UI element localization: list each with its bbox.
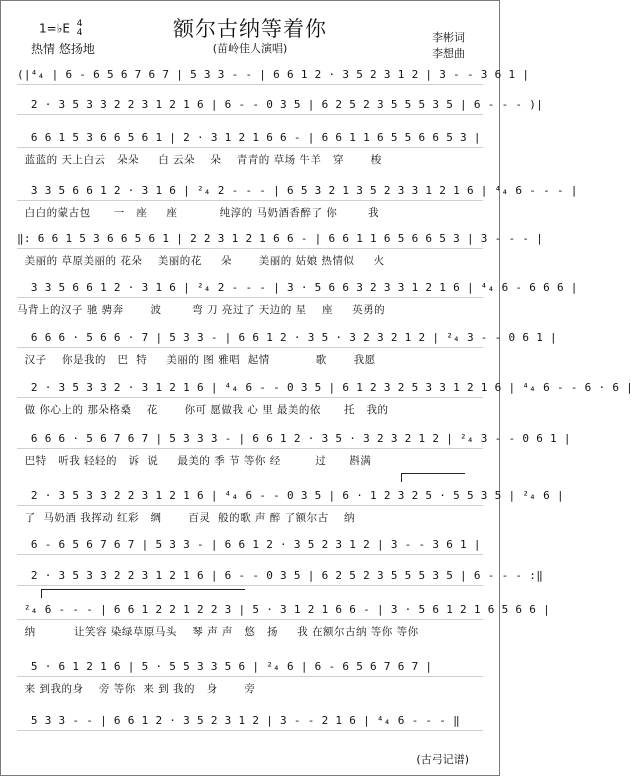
tempo-marking: 热情 悠扬地 [31,42,95,56]
notation-line: 2 · 3 5 3 3 2 · 3 1 2 1 6 | ⁴₄ 6 - - 0 3 5 | 6 1 2 3 2 5 3 3 1 2 1 6 | ⁴₄ 6 - - 6 · 6 | [17,381,633,394]
lyric-line: 马背上的汉子 驰 骋奔 波 弯 刀 亮过了 天边的 星 座 英勇的 [17,304,386,316]
notation-line: ‖: 6 6 1 5 3 6 6 5 6 1 | 2 2 3 1 2 1 6 6 - | 6 6 1 1 6 5 6 6 5 3 | 3 - - - | [17,232,544,245]
lyric-line: 纳 让笑容 染绿草原马头 琴 声 声 悠 扬 我 在额尔古纳 等你 等你 [17,626,419,638]
key-signature [39,20,83,38]
notation-line: 2 · 3 5 3 3 2 2 3 1 2 1 6 | ⁴₄ 6 - - 0 3 5 | 6 · 1 2 3 2 5 · 5 5 3 5 | ²₄ 6 | [17,489,564,502]
lyric-line: 了 马奶酒 我挥动 红彩 绸 百灵 般的歌 声 醉 了额尔古 纳 [17,512,355,524]
lyric-line: 白白的蒙古包 一 座 座 纯淳的 马奶酒香醉了 你 我 [17,207,379,219]
notation-line: 5 3 3 - - | 6 6 1 2 · 3 5 2 3 1 2 | 3 - - 2 1 6 | ⁴₄ 6 - - - ‖ [17,713,483,729]
lyric-line: 蓝蓝的 天上白云 朵朵 白 云朵 朵 青青的 草场 牛羊 穿 梭 [17,154,382,166]
volta-bracket [41,589,245,598]
notation-line: 2 · 3 5 3 3 2 2 3 1 2 1 6 | 6 - - 0 3 5 | 6 2 5 2 3 5 5 5 3 5 | 6 - - - :‖ [17,569,544,582]
notation-line: ²₄ 6 - - - | 6 6 1 2 2 1 2 2 3 | 5 · 3 1 2 1 6 6 - | 3 · 5 6 1 2 1 6 5 6 6 | [17,603,551,616]
transcriber-credit: (古弓记谱) [416,753,469,766]
notation-line: 5 · 6 1 2 1 6 | 5 · 5 5 3 3 5 6 | ²₄ 6 | 6 - 6 5 6 7 6 7 | [17,659,483,675]
song-title: 额尔古纳等着你 [173,17,327,41]
lyric-line: 汉子 你是我的 巴 特 美丽的 图 雅唱 起情 歌 我愿 [17,354,376,366]
lyricist-credit: 李彬词 [432,31,465,44]
key-text: 1=♭E [39,21,70,36]
notation-line: 3 3 5 6 6 1 2 · 3 1 6 | ²₄ 2 - - - | 6 5 3 2 1 3 5 2 3 3 1 2 1 6 | ⁴₄ 6 - - - | [17,184,578,197]
performer-subtitle: (苗岭佳人演唱) [212,42,288,55]
volta-bracket [401,473,465,482]
notation-line: 6 6 1 5 3 6 6 5 6 1 | 2 · 3 1 2 1 6 6 - | 6 6 1 1 6 5 5 6 6 5 3 | [17,130,483,146]
lyric-line: 巴特 听我 轻轻的 诉 说 最美的 季 节 等你 经 过 斟满 [17,455,372,467]
lyric-line: 做 你心上的 那朵格桑 花 你可 愿做我 心 里 最美的依 托 我的 [17,404,389,416]
lyric-line: 美丽的 草原美丽的 花朵 美丽的花 朵 美丽的 姑娘 热情似 火 [17,255,385,267]
time-top: 4 [76,19,83,29]
notation-line: 3 3 5 6 6 1 2 · 3 1 6 | ²₄ 2 - - - | 3 · 5 6 6 3 2 3 3 1 2 1 6 | ⁴₄ 6 - 6 6 6 | [17,281,578,294]
time-signature [77,20,83,38]
composer-credit: 李想曲 [432,47,465,60]
notation-line: 6 6 6 · 5 6 6 · 7 | 5 3 3 - | 6 6 1 2 · 3 5 · 3 2 3 2 1 2 | ²₄ 3 - - 0 6 1 | [17,331,557,344]
time-bottom: 4 [76,28,83,38]
lyric-line: 来 到我的身 旁 等你 来 到 我的 身 旁 [17,683,256,695]
notation-line: 2 · 3 5 3 3 2 2 3 1 2 1 6 | 6 - - 0 3 5 | 6 2 5 2 3 5 5 5 3 5 | 6 - - - )| [17,98,544,111]
notation-line: (|⁴₄ | 6 - 6 5 6 7 6 7 | 5 3 3 - - | 6 6 1 2 · 3 5 2 3 1 2 | 3 - - 3 6 1 | [17,68,530,81]
notation-line: 6 - 6 5 6 7 6 7 | 5 3 3 - | 6 6 1 2 · 3 5 2 3 1 2 | 3 - - 3 6 1 | [17,537,483,553]
notation-line: 6 6 6 · 5 6 7 6 7 | 5 3 3 3 - | 6 6 1 2 · 3 5 · 3 2 3 2 1 2 | ²₄ 3 - - 0 6 1 | [17,432,571,445]
